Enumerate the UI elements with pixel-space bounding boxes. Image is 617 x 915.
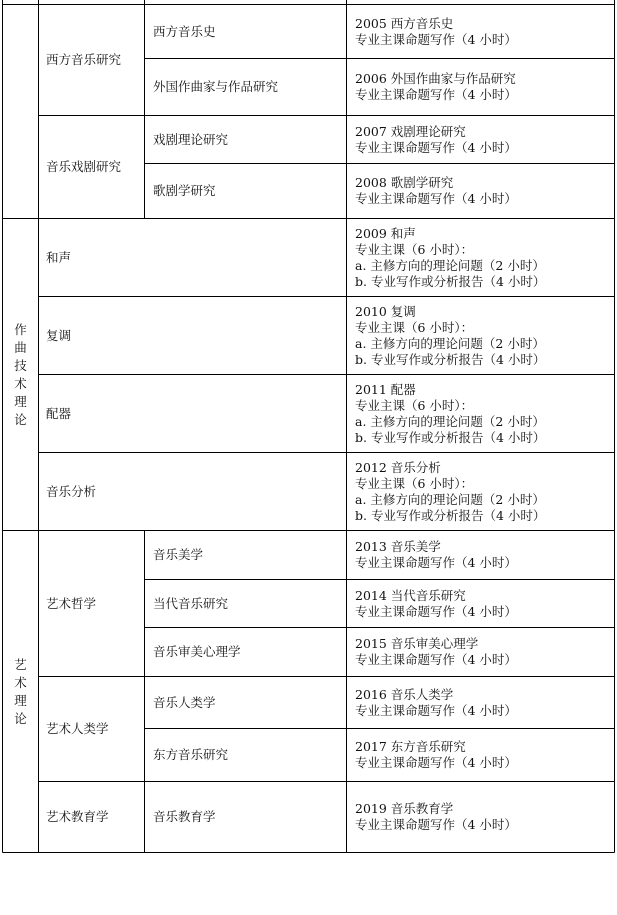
exam-line: 专业主课（6 小时）： xyxy=(355,319,474,335)
subject-cell xyxy=(46,453,344,530)
subject-label: 复调 xyxy=(46,327,72,343)
subject-label: 音乐人类学 xyxy=(153,694,216,710)
exam-cell xyxy=(347,59,614,115)
subject-label: 音乐分析 xyxy=(46,483,97,499)
exam-line: a. 主修方向的理论问题（2 小时） xyxy=(355,335,545,351)
group-label: 艺术哲学 xyxy=(46,595,97,611)
exam-cell xyxy=(347,5,614,58)
exam-line: 2013 音乐美学 xyxy=(355,539,441,554)
group-label: 西方音乐研究 xyxy=(46,52,122,67)
exam-line: 专业主课命题写作（4 小时） xyxy=(355,817,517,832)
exam-cell xyxy=(347,375,614,452)
exam-line: 2008 歌剧学研究 xyxy=(355,175,454,190)
subject-cell xyxy=(153,531,345,579)
exam-line: 2010 复调 xyxy=(355,303,416,319)
subject-label: 东方音乐研究 xyxy=(153,747,229,762)
subject-cell xyxy=(153,729,345,781)
exam-line: b. 专业写作或分析报告（4 小时） xyxy=(355,429,546,445)
category-label: 作曲技术理论 xyxy=(14,321,27,427)
category-cell-composition-theory xyxy=(3,219,38,530)
group-label: 艺术人类学 xyxy=(46,721,109,736)
subject-label: 戏剧理论研究 xyxy=(153,131,229,147)
exam-line: 2007 戏剧理论研究 xyxy=(355,123,466,139)
subject-cell xyxy=(46,297,344,374)
subject-label: 当代音乐研究 xyxy=(153,595,229,611)
subject-cell xyxy=(153,677,345,728)
exam-line: 专业主课命题写作（4 小时） xyxy=(355,31,517,47)
subject-cell xyxy=(153,164,345,218)
group-label: 音乐戏剧研究 xyxy=(46,159,122,174)
exam-cell xyxy=(347,531,614,579)
exam-line: 专业主课命题写作（4 小时） xyxy=(355,191,517,206)
exam-line: 专业主课命题写作（4 小时） xyxy=(355,702,517,718)
group-cell xyxy=(46,677,144,781)
exam-cell xyxy=(347,116,614,163)
subject-cell xyxy=(153,782,345,852)
category-label: 艺术理论 xyxy=(14,656,27,726)
exam-cell xyxy=(347,729,614,781)
exam-line: 专业主课命题写作（4 小时） xyxy=(355,755,517,770)
exam-line: 专业主课（6 小时）： xyxy=(355,397,474,413)
exam-line: b. 专业写作或分析报告（4 小时） xyxy=(355,507,546,523)
exam-line: a. 主修方向的理论问题（2 小时） xyxy=(355,257,545,273)
exam-cell xyxy=(347,782,614,852)
exam-line: 专业主课命题写作（4 小时） xyxy=(355,603,517,619)
group-cell xyxy=(46,116,144,218)
exam-line: 专业主课命题写作（4 小时） xyxy=(355,555,517,570)
subject-label: 音乐教育学 xyxy=(153,809,216,824)
exam-cell xyxy=(347,164,614,218)
exam-line: b. 专业写作或分析报告（4 小时） xyxy=(355,351,546,367)
subject-label: 音乐美学 xyxy=(153,547,204,562)
exam-line: 专业主课命题写作（4 小时） xyxy=(355,652,517,667)
subject-cell xyxy=(46,375,344,452)
exam-line: 2009 和声 xyxy=(355,225,416,241)
exam-line: 专业主课（6 小时）： xyxy=(355,241,474,257)
category-cell-art-theory xyxy=(3,531,38,852)
subject-cell xyxy=(153,116,345,163)
exam-line: 2016 音乐人类学 xyxy=(355,686,454,702)
subject-cell xyxy=(46,219,344,296)
exam-line: 2006 外国作曲家与作品研究 xyxy=(355,71,516,86)
group-cell xyxy=(46,782,144,852)
exam-line: 专业主课命题写作（4 小时） xyxy=(355,87,517,102)
subject-label: 歌剧学研究 xyxy=(153,183,216,198)
exam-cell xyxy=(347,628,614,676)
exam-line: 专业主课（6 小时）： xyxy=(355,475,474,491)
subject-cell xyxy=(153,5,345,58)
exam-line: 2015 音乐审美心理学 xyxy=(355,636,479,651)
subject-label: 西方音乐史 xyxy=(153,23,216,39)
group-cell xyxy=(46,531,144,676)
subject-cell xyxy=(153,628,345,676)
exam-line: a. 主修方向的理论问题（2 小时） xyxy=(355,413,545,429)
exam-line: 2014 当代音乐研究 xyxy=(355,587,466,603)
exam-line: 2019 音乐教育学 xyxy=(355,801,454,816)
subject-label: 配器 xyxy=(46,405,72,421)
exam-line: 2017 东方音乐研究 xyxy=(355,739,466,754)
exam-line: 专业主课命题写作（4 小时） xyxy=(355,139,517,155)
subject-label: 外国作曲家与作品研究 xyxy=(153,79,279,94)
exam-cell xyxy=(347,580,614,627)
exam-cell xyxy=(347,297,614,374)
exam-line: b. 专业写作或分析报告（4 小时） xyxy=(355,273,546,289)
exam-cell xyxy=(347,453,614,530)
subject-label: 音乐审美心理学 xyxy=(153,644,241,659)
exam-cell xyxy=(347,677,614,728)
exam-line: 2012 音乐分析 xyxy=(355,459,441,475)
exam-line: 2011 配器 xyxy=(355,381,416,397)
subject-label: 和声 xyxy=(46,249,72,265)
exam-line: a. 主修方向的理论问题（2 小时） xyxy=(355,491,545,507)
subject-cell xyxy=(153,59,345,115)
subject-cell xyxy=(153,580,345,627)
group-label: 艺术教育学 xyxy=(46,809,109,824)
exam-line: 2005 西方音乐史 xyxy=(355,15,454,31)
exam-cell xyxy=(347,219,614,296)
group-cell xyxy=(46,5,144,115)
